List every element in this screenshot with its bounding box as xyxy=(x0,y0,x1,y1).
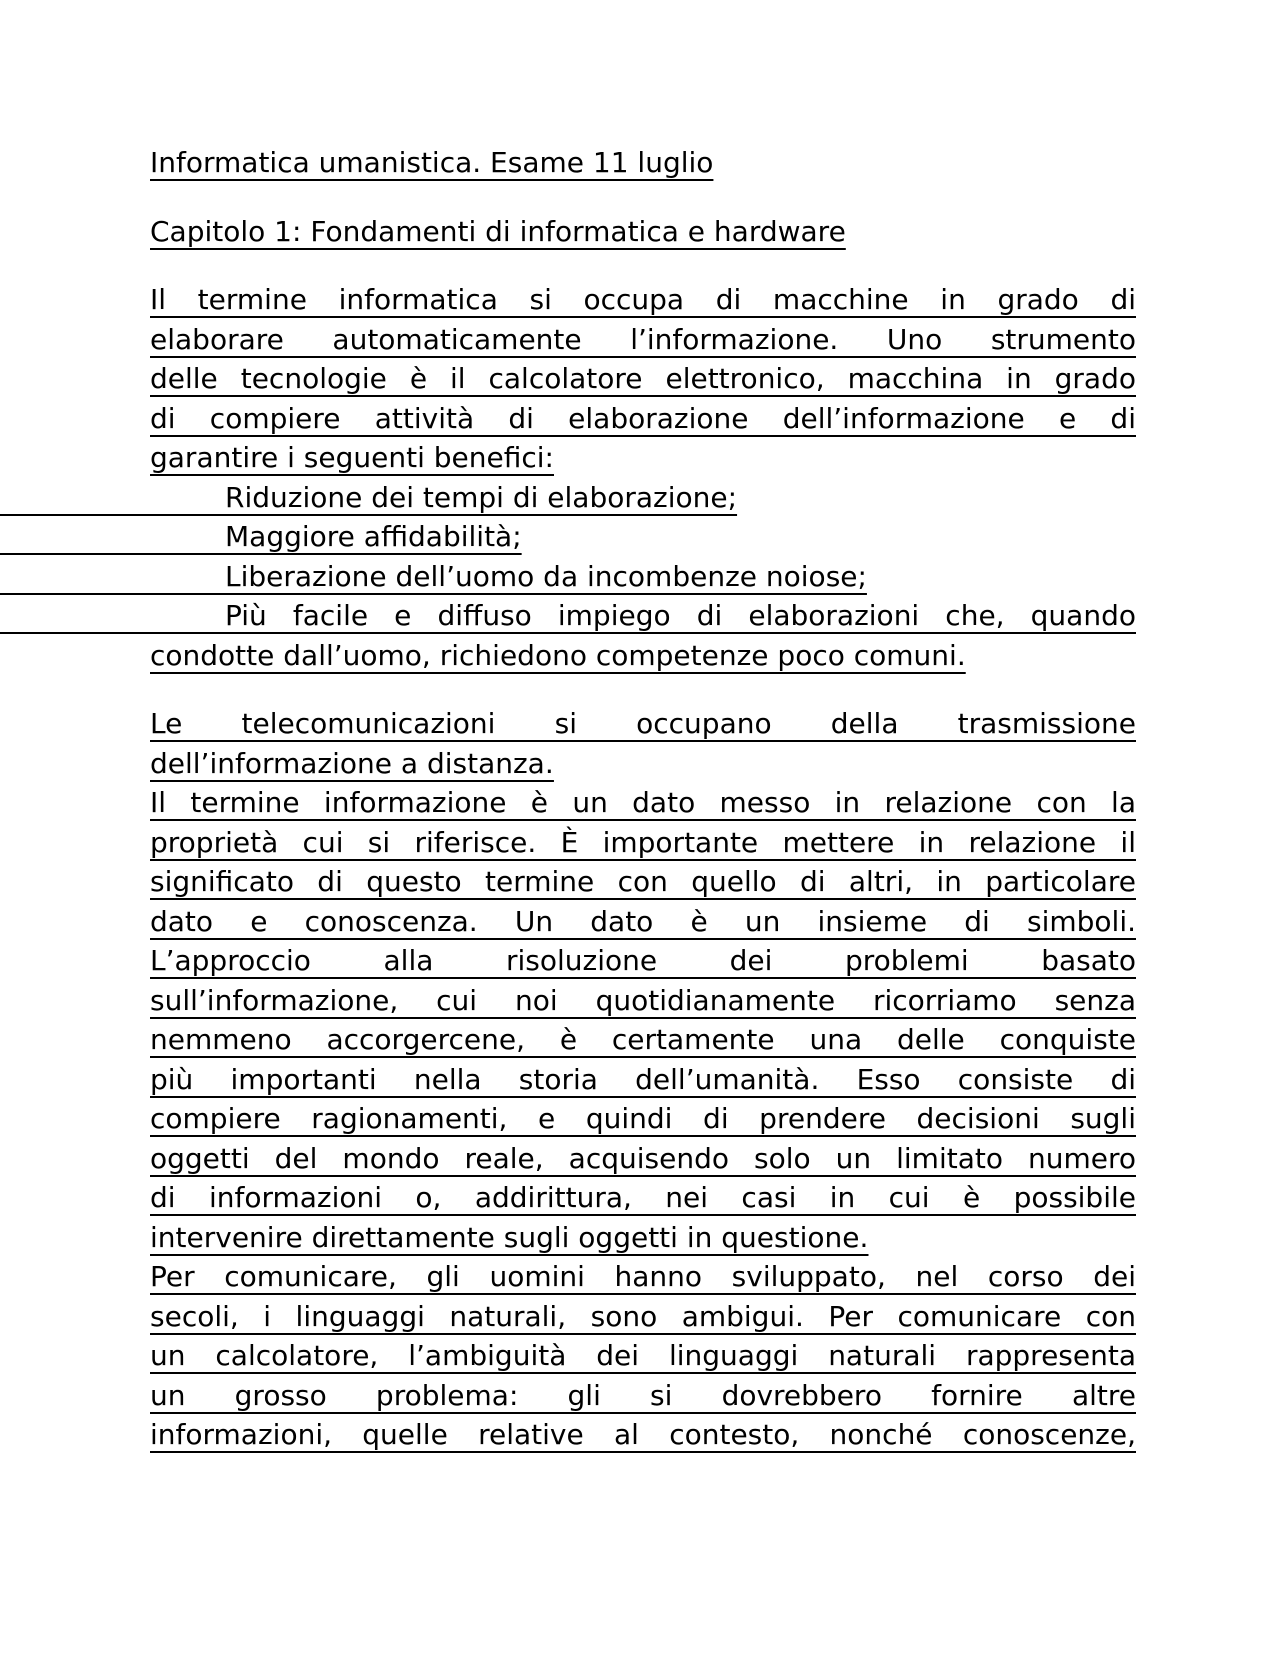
paragraph-line: Il termine informazione è un dato messo in relazione con la xyxy=(150,786,1136,819)
benefit-text: Più facile e diffuso impiego di elaborazioni che, quando xyxy=(225,599,1136,632)
paragraph-line: nemmeno accorgercene, è certamente una delle conquiste xyxy=(150,1023,1136,1056)
paragraph-line: delle tecnologie è il calcolatore elettronico, macchina in grado xyxy=(150,362,1136,395)
list-item xyxy=(150,557,1136,597)
paragraph-telecomunicazioni xyxy=(150,704,1136,783)
paragraph-line xyxy=(150,1218,1136,1258)
paragraph-line xyxy=(150,744,1136,784)
benefits-list xyxy=(150,478,1136,676)
paragraph-line: secoli, i linguaggi naturali, sono ambigui. Per comunicare con xyxy=(150,1299,1136,1333)
paragraph-line: significato di questo termine con quello di altri, in particolare xyxy=(150,865,1136,898)
paragraph-informatica xyxy=(150,280,1136,478)
paragraph-informazione xyxy=(150,783,1136,1257)
paragraph-line: Per comunicare, gli uomini hanno sviluppato, nel corso dei xyxy=(150,1260,1136,1293)
paragraph-line: compiere ragionamenti, e quindi di prendere decisioni sugli xyxy=(150,1102,1136,1135)
document-body xyxy=(150,143,1136,1455)
leader-rule xyxy=(0,553,225,555)
benefit-text: Maggiore affidabilità; xyxy=(225,520,522,553)
list-item xyxy=(150,596,1136,636)
document-title: Informatica umanistica. Esame 11 luglio xyxy=(150,146,714,179)
list-item xyxy=(150,517,1136,557)
paragraph-linguaggi xyxy=(150,1257,1136,1455)
leader-rule xyxy=(0,514,225,516)
paragraph-line: Le telecomunicazioni si occupano della trasmissione xyxy=(150,707,1136,740)
paragraph-line: L’approccio alla risoluzione dei problemi basato xyxy=(150,944,1136,977)
paragraph-line: un calcolatore, l’ambiguità dei linguaggi naturali rappresenta xyxy=(150,1339,1136,1372)
paragraph-line-text: garantire i seguenti benefici: xyxy=(150,441,554,474)
chapter-heading: Capitolo 1: Fondamenti di informatica e hardware xyxy=(150,214,846,248)
paragraph-line: oggetti del mondo reale, acquisendo solo un limitato numero xyxy=(150,1141,1136,1175)
paragraph-line: un grosso problema: gli si dovrebbero fornire altre xyxy=(150,1378,1136,1412)
paragraph-line: più importanti nella storia dell’umanità. Esso consiste di xyxy=(150,1062,1136,1096)
paragraph-line: di informazioni o, addirittura, nei casi in cui è possibile xyxy=(150,1181,1136,1214)
paragraph-line-text: dell’informazione a distanza. xyxy=(150,746,554,780)
paragraph-line xyxy=(150,438,1136,478)
paragraph-line: elaborare automaticamente l’informazione. Uno strumento xyxy=(150,322,1136,356)
paragraph-line: informazioni, quelle relative al contesto, nonché conoscenze, xyxy=(150,1418,1136,1451)
benefit-continuation: condotte dall’uomo, richiedono competenze poco comuni. xyxy=(150,638,966,672)
paragraph-line: Il termine informatica si occupa di macchine in grado di xyxy=(150,283,1136,316)
list-item xyxy=(150,478,1136,518)
paragraph-line: dato e conoscenza. Un dato è un insieme di simboli. xyxy=(150,904,1136,938)
paragraph-line: di compiere attività di elaborazione dell’informazione e di xyxy=(150,401,1136,435)
paragraph-line: proprietà cui si riferisce. È importante mettere in relazione il xyxy=(150,825,1136,859)
benefit-text: Liberazione dell’uomo da incombenze noiose; xyxy=(225,559,867,593)
paragraph-line-text: intervenire direttamente sugli oggetti in questione. xyxy=(150,1220,869,1254)
paragraph-spacer xyxy=(150,675,1136,704)
paragraph-line: sull’informazione, cui noi quotidianamente ricorriamo senza xyxy=(150,983,1136,1017)
leader-rule xyxy=(0,632,225,634)
leader-rule xyxy=(0,593,225,595)
benefit-text: Riduzione dei tempi di elaborazione; xyxy=(225,480,738,514)
